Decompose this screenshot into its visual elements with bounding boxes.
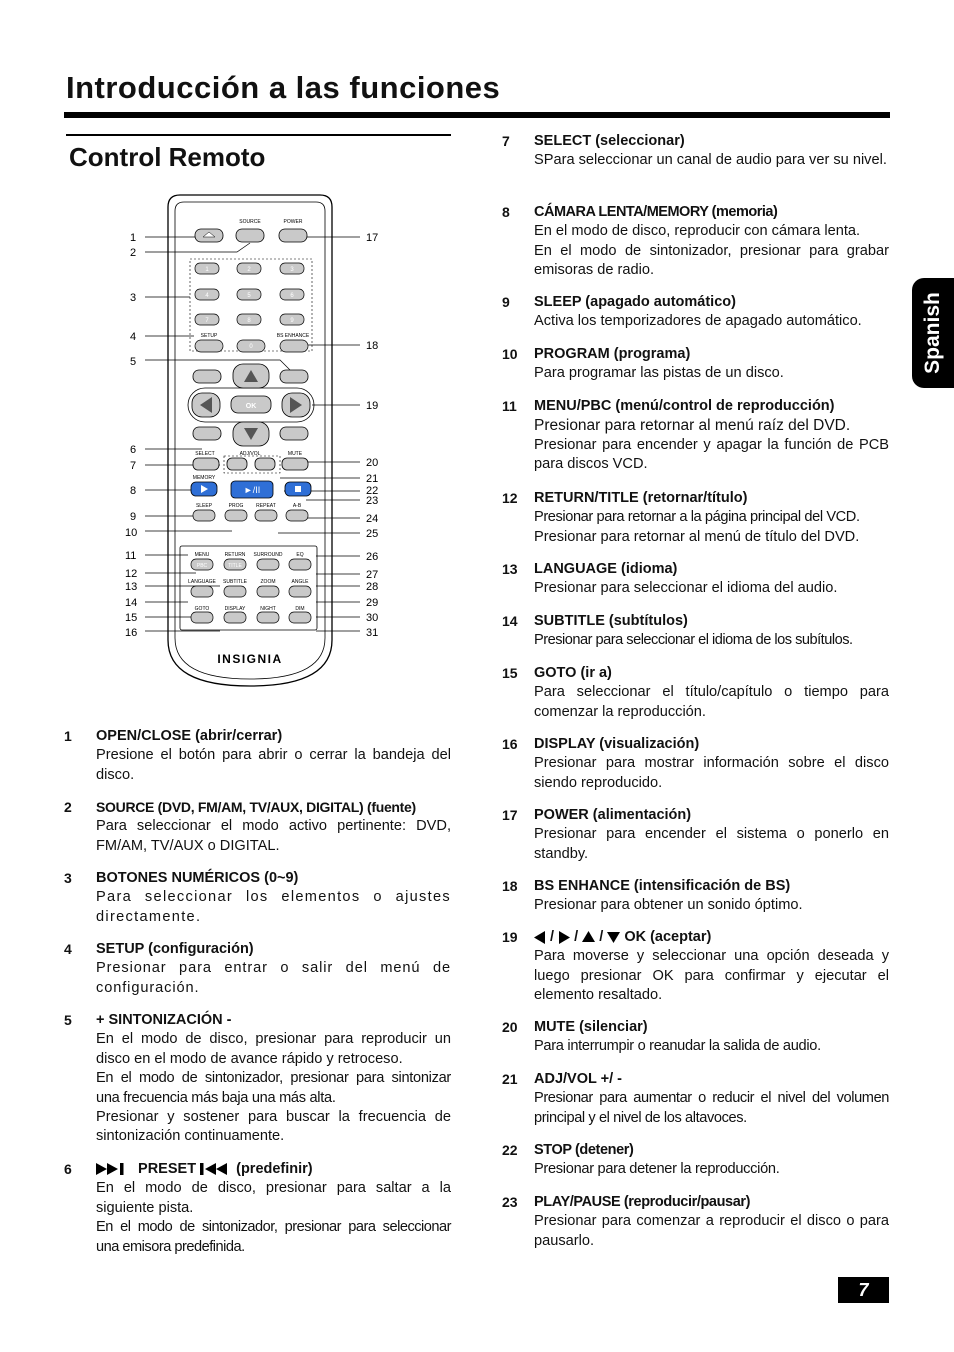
entry-body: Presionar para obtener un sonido óptimo. bbox=[534, 897, 803, 914]
ok-heading: OK (aceptar) bbox=[624, 929, 712, 945]
entry-heading: SUBTITLE (subtítulos) bbox=[534, 613, 688, 629]
entry-number: 9 bbox=[502, 294, 510, 310]
entry-14 bbox=[502, 612, 889, 651]
entry-heading: CÁMARA LENTA/MEMORY (memoria) bbox=[534, 204, 778, 220]
entry-19 bbox=[502, 928, 889, 1006]
language-tab bbox=[912, 278, 954, 388]
select-button bbox=[193, 458, 219, 470]
entry-23 bbox=[502, 1193, 889, 1251]
title-rule bbox=[64, 112, 890, 118]
preset-label: PRESET bbox=[138, 1161, 197, 1177]
dim-button bbox=[289, 612, 311, 623]
entry-body: Presionar para seleccionar el idioma de los subítulos. bbox=[534, 632, 853, 649]
play-pause-icon: ►/II bbox=[243, 485, 261, 495]
callout-14: 14 bbox=[125, 597, 138, 609]
entry-number: 19 bbox=[502, 929, 518, 945]
entry-heading: MUTE (silenciar) bbox=[534, 1019, 648, 1035]
entry-number: 4 bbox=[64, 941, 72, 957]
separator: / bbox=[550, 929, 555, 945]
entry-number: 11 bbox=[502, 398, 517, 414]
page-title: Introducción a las funciones bbox=[66, 70, 501, 105]
power-label: POWER bbox=[283, 219, 303, 225]
entry-body: Para seleccionar los elementos o ajustes directamente. bbox=[96, 889, 451, 925]
ab-button bbox=[286, 510, 308, 521]
callout-9: 9 bbox=[130, 511, 137, 523]
entry-number: 13 bbox=[502, 561, 518, 577]
entry-body: Presionar para retornar a la página principal del VCD. bbox=[534, 509, 860, 526]
language-button bbox=[191, 586, 213, 597]
entry-4 bbox=[64, 940, 451, 998]
right-arrow-icon bbox=[558, 931, 570, 944]
prog-button bbox=[225, 510, 247, 521]
callout-22: 22 bbox=[366, 485, 379, 497]
entry-number: 1 bbox=[64, 728, 72, 744]
sleep-label: SLEEP bbox=[195, 503, 213, 509]
repeat-button bbox=[255, 510, 277, 521]
entry-heading: OPEN/CLOSE (abrir/cerrar) bbox=[96, 728, 283, 744]
separator: / bbox=[599, 929, 604, 945]
entry-heading: SOURCE (DVD, FM/AM, TV/AUX, DIGITAL) (fuente) bbox=[96, 799, 416, 815]
callout-21: 21 bbox=[366, 473, 379, 485]
entry-number: 16 bbox=[502, 736, 518, 752]
prog-label: PROG bbox=[228, 503, 244, 509]
callout-12: 12 bbox=[125, 568, 138, 580]
entry-body: Presionar para aumentar o reducir el nivel del volumen principal y el nivel de los altavoces. bbox=[534, 1090, 889, 1126]
entry-body: Para seleccionar el título/capítulo o tiempo para comenzar la reproducción. bbox=[534, 684, 889, 720]
callout-4: 4 bbox=[130, 331, 137, 343]
entry-number: 23 bbox=[502, 1194, 518, 1210]
entry-number: 10 bbox=[502, 346, 518, 362]
display-button bbox=[224, 612, 246, 623]
entry-1 bbox=[64, 727, 451, 785]
vol-minus-button bbox=[227, 458, 247, 470]
source-button bbox=[236, 229, 264, 242]
prev-button bbox=[193, 427, 221, 440]
entry-heading: BOTONES NUMÉRICOS (0~9) bbox=[96, 870, 299, 886]
language-tab-label: Spanish bbox=[921, 292, 944, 374]
entry-body: En el modo de disco, presionar para saltar a la siguiente pista. bbox=[96, 1180, 451, 1216]
callout-15: 15 bbox=[125, 612, 138, 624]
display-label: DISPLAY bbox=[224, 606, 246, 612]
callout-26: 26 bbox=[366, 551, 379, 563]
callout-28: 28 bbox=[366, 581, 379, 593]
repeat-label: REPEAT bbox=[256, 503, 276, 509]
callout-13: 13 bbox=[125, 581, 138, 593]
entry-heading: SETUP (configuración) bbox=[96, 941, 254, 957]
entry-heading: + SINTONIZACIÓN - bbox=[96, 1012, 232, 1028]
entry-6 bbox=[64, 1160, 451, 1257]
entry-heading: RETURN/TITLE (retornar/título) bbox=[534, 490, 748, 506]
entry-13 bbox=[502, 560, 889, 599]
angle-button bbox=[289, 586, 311, 597]
entry-heading bbox=[534, 928, 889, 947]
setup-button bbox=[195, 340, 223, 352]
entry-7 bbox=[502, 132, 889, 171]
entry-22 bbox=[502, 1141, 889, 1180]
callout-25: 25 bbox=[366, 528, 379, 540]
num-1-label: 1 bbox=[205, 267, 209, 273]
entry-body: Para seleccionar el modo activo pertinente: DVD, FM/AM, TV/AUX o DIGITAL. bbox=[96, 818, 451, 854]
entry-body: Para moverse y seleccionar una opción deseada y luego presionar OK para confirmar y ejecutar el elemento resaltado. bbox=[534, 948, 889, 1004]
bs-enhance-button bbox=[280, 340, 308, 352]
callout-23: 23 bbox=[366, 495, 379, 507]
entry-body: Presionar para encender y apagar la función de PCB para discos VCD. bbox=[534, 436, 889, 473]
entry-body: Presionar para retornar al menú raíz del DVD. bbox=[534, 417, 851, 435]
entry-number: 22 bbox=[502, 1142, 518, 1158]
page-number: 7 bbox=[838, 1277, 889, 1303]
entry-number: 2 bbox=[64, 799, 72, 815]
dim-label: DIM bbox=[295, 606, 305, 612]
entry-body: En el modo de sintonizador, presionar para sintonizar una frecuencia más baja una más alta. bbox=[96, 1070, 451, 1106]
entry-number: 12 bbox=[502, 490, 518, 506]
setup-label: SETUP bbox=[200, 333, 218, 339]
num-2-label: 2 bbox=[247, 267, 251, 273]
entry-body: Para programar las pistas de un disco. bbox=[534, 365, 784, 382]
memory-label: MEMORY bbox=[192, 475, 216, 481]
entry-3 bbox=[64, 869, 451, 927]
entry-body: En el modo de disco, presionar para reproducir un disco en el modo de avance rápido y retroceso. bbox=[96, 1031, 451, 1067]
entry-11 bbox=[502, 397, 889, 475]
pbc-label: PBC bbox=[196, 563, 208, 569]
entry-18 bbox=[502, 877, 889, 916]
bs-enhance-label: BS ENHANCE bbox=[276, 333, 310, 339]
brand-logo: INSIGNIA bbox=[217, 652, 283, 666]
entry-number: 20 bbox=[502, 1019, 518, 1035]
entry-9 bbox=[502, 293, 889, 332]
entry-body: En el modo de sintonizador, presionar para grabar emisoras de radio. bbox=[534, 242, 889, 279]
mute-button bbox=[282, 458, 308, 470]
callout-31: 31 bbox=[366, 627, 379, 639]
remote-control-diagram bbox=[120, 190, 390, 700]
entry-number: 3 bbox=[64, 870, 72, 886]
num-5-label: 5 bbox=[247, 293, 251, 299]
entry-17 bbox=[502, 806, 889, 864]
callout-16: 16 bbox=[125, 627, 138, 639]
callout-27: 27 bbox=[366, 569, 379, 581]
down-arrow-icon bbox=[607, 931, 620, 943]
title-label: TITLE bbox=[228, 563, 242, 569]
next-track-icon bbox=[96, 1162, 128, 1176]
entry-2 bbox=[64, 798, 451, 856]
callout-7: 7 bbox=[130, 460, 137, 472]
entry-body: Presionar para entrar o salir del menú de configuración. bbox=[96, 960, 451, 996]
entry-body: Presionar para retornar al menú de título del DVD. bbox=[534, 528, 860, 545]
language-label: LANGUAGE bbox=[188, 579, 216, 585]
num-3-label: 3 bbox=[290, 267, 294, 273]
callout-1: 1 bbox=[130, 232, 137, 244]
entry-body: Presionar para mostrar información sobre el disco siendo reproducido. bbox=[534, 755, 889, 791]
entry-body: SPara seleccionar un canal de audio para ver su nivel. bbox=[534, 152, 887, 169]
vol-plus-button bbox=[255, 458, 275, 470]
surround-label: SURROUND bbox=[253, 552, 283, 558]
num-8-label: 8 bbox=[247, 318, 251, 324]
callout-19: 19 bbox=[366, 400, 379, 412]
entry-12 bbox=[502, 489, 889, 547]
surround-button bbox=[257, 559, 279, 570]
eq-button bbox=[289, 559, 311, 570]
entry-heading: ADJ/VOL +/ - bbox=[534, 1071, 622, 1087]
goto-button bbox=[191, 612, 213, 623]
entry-heading: SELECT (seleccionar) bbox=[534, 133, 685, 149]
callout-2: 2 bbox=[130, 247, 137, 259]
source-label: SOURCE bbox=[239, 219, 261, 225]
entry-number: 14 bbox=[502, 613, 518, 629]
entry-body: En el modo de sintonizador, presionar para seleccionar una emisora predefinida. bbox=[96, 1219, 451, 1255]
left-arrow-icon bbox=[534, 931, 546, 944]
entry-body: Presionar para comenzar a reproducir el disco o para pausarlo. bbox=[534, 1213, 889, 1249]
section-title: Control Remoto bbox=[69, 142, 266, 172]
zoom-button bbox=[257, 586, 279, 597]
separator: / bbox=[574, 929, 579, 945]
callout-29: 29 bbox=[366, 597, 379, 609]
power-button bbox=[279, 229, 307, 242]
entry-20 bbox=[502, 1018, 889, 1057]
entry-heading: DISPLAY (visualización) bbox=[534, 736, 700, 752]
callout-18: 18 bbox=[366, 340, 379, 352]
entry-10 bbox=[502, 345, 889, 384]
rewind-button bbox=[193, 370, 221, 383]
section-rule bbox=[66, 134, 451, 136]
num-0-label: 0 bbox=[249, 344, 253, 350]
callout-3: 3 bbox=[130, 292, 137, 304]
callout-24: 24 bbox=[366, 513, 379, 525]
select-label: SELECT bbox=[195, 451, 215, 457]
zoom-label: ZOOM bbox=[260, 579, 276, 585]
night-label: NIGHT bbox=[260, 606, 276, 612]
prev-track-icon bbox=[200, 1162, 232, 1176]
entry-5 bbox=[64, 1011, 451, 1147]
entry-body: Presionar para encender el sistema o ponerlo en standby. bbox=[534, 826, 889, 862]
return-label: RETURN bbox=[224, 552, 246, 558]
entry-heading: GOTO (ir a) bbox=[534, 665, 612, 681]
entry-body: Activa los temporizadores de apagado automático. bbox=[534, 313, 862, 330]
entry-body: Presionar para seleccionar el idioma del audio. bbox=[534, 580, 838, 597]
callout-10: 10 bbox=[125, 527, 138, 539]
entry-body: Presionar para detener la reproducción. bbox=[534, 1161, 780, 1178]
entry-heading: MENU/PBC (menú/control de reproducción) bbox=[534, 398, 835, 414]
entry-8 bbox=[502, 203, 889, 281]
callout-6: 6 bbox=[130, 444, 137, 456]
entry-body: En el modo de disco, reproducir con cámara lenta. bbox=[534, 223, 861, 240]
entry-heading: STOP (detener) bbox=[534, 1142, 634, 1158]
sleep-button bbox=[193, 510, 215, 521]
callout-5: 5 bbox=[130, 356, 137, 368]
adj-vol-label: ADJ/VOL bbox=[239, 451, 261, 457]
entry-number: 17 bbox=[502, 807, 518, 823]
num-7-label: 7 bbox=[205, 318, 209, 324]
subtitle-button bbox=[224, 586, 246, 597]
entry-heading: PLAY/PAUSE (reproducir/pausar) bbox=[534, 1194, 751, 1210]
entry-number: 7 bbox=[502, 133, 510, 149]
preset-suffix: (predefinir) bbox=[236, 1161, 313, 1177]
night-button bbox=[257, 612, 279, 623]
callout-17: 17 bbox=[366, 232, 379, 244]
entry-heading: SLEEP (apagado automático) bbox=[534, 294, 736, 310]
entry-21 bbox=[502, 1070, 889, 1128]
entry-body: Presionar y sostener para buscar la frecuencia de sintonización continuamente. bbox=[96, 1109, 451, 1145]
goto-label: GOTO bbox=[194, 606, 210, 612]
entry-body: Presione el botón para abrir o cerrar la bandeja del disco. bbox=[96, 747, 451, 783]
ab-label: A-B bbox=[292, 503, 302, 509]
entry-number: 21 bbox=[502, 1071, 518, 1087]
entry-number: 8 bbox=[502, 204, 510, 220]
entry-heading bbox=[96, 1160, 451, 1179]
entry-15 bbox=[502, 664, 889, 722]
num-6-label: 6 bbox=[290, 293, 294, 299]
ok-label: OK bbox=[245, 403, 257, 410]
subtitle-label: SUBTITLE bbox=[223, 579, 247, 585]
up-arrow-icon bbox=[582, 931, 595, 943]
entry-heading: BS ENHANCE (intensificación de BS) bbox=[534, 878, 791, 894]
next-button bbox=[280, 427, 308, 440]
entry-body: Para interrumpir o reanudar la salida de audio. bbox=[534, 1038, 821, 1055]
callout-11: 11 bbox=[125, 550, 137, 562]
entry-heading: PROGRAM (programa) bbox=[534, 346, 691, 362]
entry-number: 15 bbox=[502, 665, 518, 681]
entry-16 bbox=[502, 735, 889, 793]
num-4-label: 4 bbox=[205, 293, 209, 299]
entry-number: 18 bbox=[502, 878, 518, 894]
callout-8: 8 bbox=[130, 485, 137, 497]
angle-label: ANGLE bbox=[291, 579, 309, 585]
entry-heading: LANGUAGE (idioma) bbox=[534, 561, 678, 577]
menu-label: MENU bbox=[194, 552, 210, 558]
entry-number: 6 bbox=[64, 1161, 72, 1177]
callout-20: 20 bbox=[366, 457, 379, 469]
fast-forward-button bbox=[280, 370, 308, 383]
callout-30: 30 bbox=[366, 612, 379, 624]
eq-label: EQ bbox=[296, 552, 304, 558]
entry-heading: POWER (alimentación) bbox=[534, 807, 692, 823]
num-9-label: 9 bbox=[290, 318, 294, 324]
mute-label: MUTE bbox=[287, 451, 303, 457]
entry-number: 5 bbox=[64, 1012, 72, 1028]
